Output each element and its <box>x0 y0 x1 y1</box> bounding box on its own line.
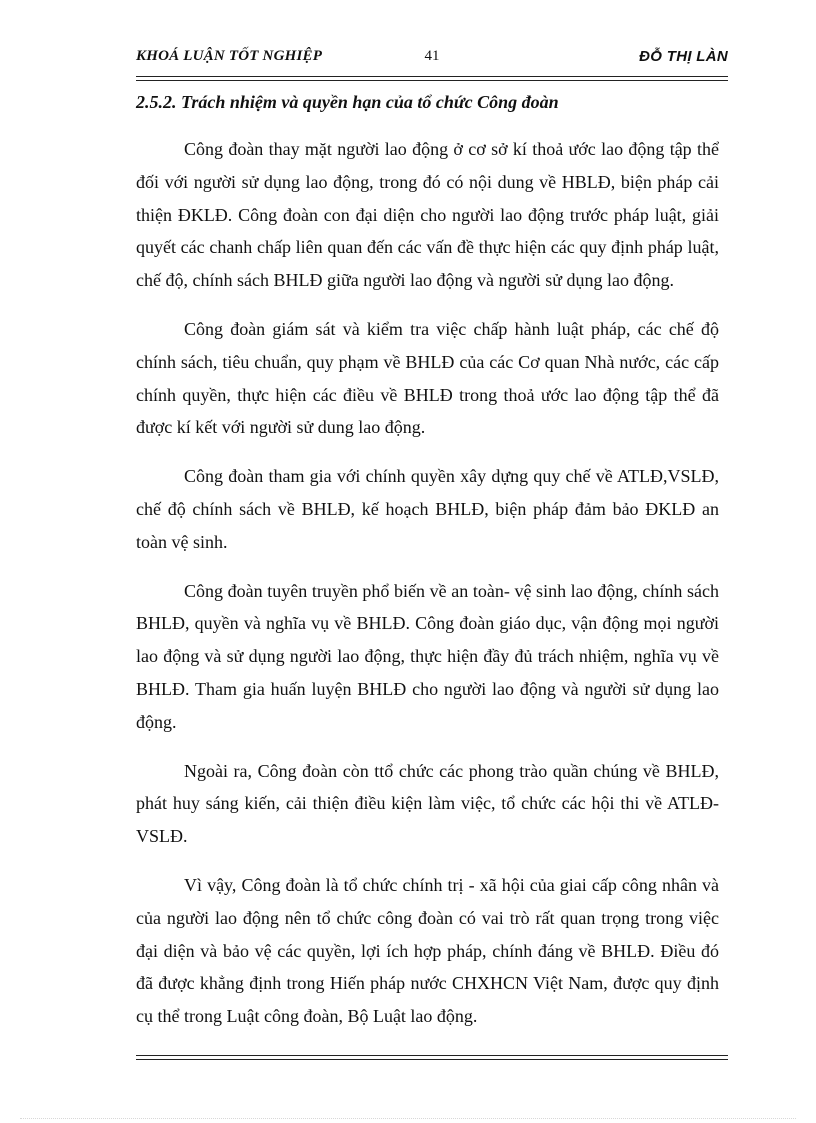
page-number: 41 <box>424 48 440 64</box>
paragraph-4: Công đoàn tuyên truyền phổ biến về an toàn- vệ sinh lao động, chính sách BHLĐ, quyền và nghĩa vụ về BHLĐ. Công đoàn giáo dục, vận động mọi người lao động và sử dụng người lao động, thực hiện đầy đủ trách nhiệm, nghĩa vụ về BHLĐ. Tham gia huấn luyện BHLĐ cho người lao động và người sử dụng lao động. <box>136 580 719 732</box>
header-rule <box>136 76 728 81</box>
paragraph-5: Ngoài ra, Công đoàn còn ttổ chức các phong trào quần chúng về BHLĐ, phát huy sáng kiến, cải thiện điều kiện làm việc, tổ chức các hội thi về ATLĐ-VSLĐ. <box>136 760 719 847</box>
paragraph-6: Vì vậy, Công đoàn là tổ chức chính trị - xã hội của giai cấp công nhân và của người lao động nên tổ chức công đoàn có vai trò rất quan trọng trong việc đại diện và bảo vệ các quyền, lợi ích hợp pháp, chính đáng về BHLĐ. Điều đó đã được khẳng định trong Hiến pháp nước CHXHCN Việt Nam, được quy định cụ thể trong Luật công đoàn, Bộ Luật lao động. <box>136 874 719 1027</box>
paragraph-2: Công đoàn giám sát và kiểm tra việc chấp hành luật pháp, các chế độ chính sách, tiêu chuẩn, quy phạm về BHLĐ của các Cơ quan Nhà nước, các cấp chính quyền, thực hiện các điều về BHLĐ trong thoả ước lao động tập thể đã được kí kết với người sử dung lao động. <box>136 318 719 438</box>
header-thesis-label: KHOÁ LUẬN TỐT NGHIỆP <box>136 48 323 64</box>
section-title: 2.5.2. Trách nhiệm và quyền hạn của tổ chức Công đoàn <box>136 92 559 112</box>
paragraph-3: Công đoàn tham gia với chính quyền xây dựng quy chế về ATLĐ,VSLĐ, chế độ chính sách về BHLĐ, kế hoạch BHLĐ, biện pháp đảm bảo ĐKLĐ an toàn vệ sinh. <box>136 466 719 552</box>
body-content <box>136 133 719 1049</box>
page-header <box>136 48 728 70</box>
paragraph-1: Công đoàn thay mặt người lao động ở cơ sở kí thoả ước lao động tập thể đối với người sử dụng lao động, trong đó có nội dung về HBLĐ, biện pháp cải thiện ĐKLĐ. Công đoàn con đại diện cho người lao động trước pháp luật, giải quyết các chanh chấp liên quan đến các vấn đề thực hiện các quy định pháp luật, chế độ, chính sách BHLĐ giữa người lao động và người sử dụng lao động. <box>136 139 719 291</box>
footer-rule <box>136 1055 728 1060</box>
page-edge-dots <box>20 1118 796 1119</box>
header-author-name: ĐỖ THỊ LÀN <box>639 48 728 65</box>
